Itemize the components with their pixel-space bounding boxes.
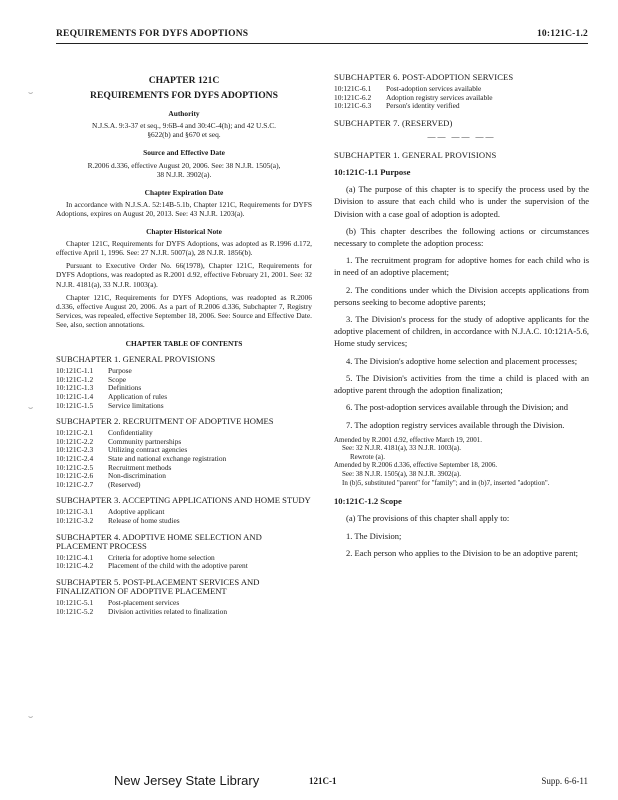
toc-entry-title: Person's identity verified	[386, 101, 460, 111]
toc-entry-number: 10:121C-6.2	[334, 92, 372, 102]
toc-entry-title: Application of rules	[108, 391, 168, 401]
toc-entry-number: 10:121C-2.4	[56, 454, 94, 463]
section-1-1-title: 10:121C-1.1 Purpose	[334, 167, 411, 178]
list-item: 3. The Division's process for the study of adoptive applicants for the adoptive placement of children, in accordance with N.J.A.C. 10:121A-5.6, Home study services;	[334, 314, 589, 349]
toc-entry-title: Post-adoption services available	[386, 84, 482, 94]
toc-entry-number: 10:121C-3.2	[56, 516, 94, 526]
toc-entry-title: Adoptive applicant	[108, 507, 165, 517]
toc-entry-title: Definitions	[108, 383, 142, 393]
toc-subchapter-heading: SUBCHAPTER 5. POST-PLACEMENT SERVICES AND FINALIZATION OF ADOPTIVE PLACEMENT	[56, 577, 260, 597]
toc-entry-number: 10:121C-2.1	[56, 428, 94, 438]
toc-entry-number: 10:121C-2.3	[56, 445, 94, 455]
toc-entry-number: 10:121C-5.2	[56, 606, 94, 616]
margin-mark: ⌣	[28, 712, 34, 721]
running-header	[56, 29, 588, 39]
subchapter-7-heading: SUBCHAPTER 7. (RESERVED)	[334, 117, 453, 128]
toc-entry-title: Adoption registry services available	[386, 92, 493, 102]
margin-mark: ⌣	[28, 88, 34, 97]
toc-entry-number: 10:121C-2.2	[56, 436, 94, 446]
divider: —— —— ——	[427, 131, 496, 141]
toc-entry-number: 10:121C-5.1	[56, 598, 94, 608]
toc-entry-title: Utilizing contract agencies	[108, 445, 188, 455]
library-watermark: New Jersey State Library	[114, 773, 260, 788]
history-heading: Chapter Historical Note	[146, 227, 222, 237]
toc-entry	[56, 562, 312, 571]
toc-entry	[334, 94, 589, 103]
amendment-note: See: 38 N.J.R. 1505(a), 38 N.J.R. 3902(a).	[342, 470, 461, 479]
toc-entry-number: 10:121C-1.2	[56, 374, 94, 384]
toc-entry-number: 10:121C-6.1	[334, 84, 372, 94]
toc-entry-title: Criteria for adoptive home selection	[108, 552, 215, 562]
subchapter-6-list	[334, 85, 589, 111]
toc-entry-title: Confidentiality	[108, 428, 153, 438]
toc-entry-title: Release of home studies	[108, 516, 180, 526]
toc-entry	[56, 508, 312, 517]
expiration-heading: Chapter Expiration Date	[144, 187, 224, 197]
toc-entry-title: Placement of the child with the adoptive parent	[108, 561, 248, 571]
authority-heading: Authority	[168, 109, 200, 119]
toc-entry	[56, 455, 312, 464]
toc-entry-number: 10:121C-2.6	[56, 471, 94, 481]
toc-entry	[56, 608, 312, 617]
toc-entry	[56, 464, 312, 473]
toc-entry-number: 10:121C-1.4	[56, 391, 94, 401]
section-1-2-list	[334, 530, 589, 559]
toc-entry-number: 10:121C-1.5	[56, 400, 94, 410]
toc-entry	[56, 384, 312, 393]
right-column	[334, 73, 589, 564]
subchapter-1-heading: SUBCHAPTER 1. GENERAL PROVISIONS	[334, 150, 497, 161]
expiration-text: In accordance with N.J.S.A. 52:14B-5.1b, Chapter 121C, Requirements for DYFS Adoptions, expires on August 20, 2013. See: 43 N.J.R. 1203(a).	[56, 199, 312, 218]
toc-entry	[56, 517, 312, 526]
toc-entry-title: Service limitations	[108, 400, 164, 410]
section-paragraph: (b) This chapter describes the following actions or circumstances necessary to complete the adoption process:	[334, 225, 589, 249]
toc-entry-number: 10:121C-4.1	[56, 552, 94, 562]
chapter-title: REQUIREMENTS FOR DYFS ADOPTIONS	[90, 90, 278, 102]
list-item: 2. The conditions under which the Division accepts applications from persons seeking to become adoptive parents;	[334, 284, 589, 307]
toc-heading: CHAPTER TABLE OF CONTENTS	[125, 338, 243, 348]
amendment-note: See: 32 N.J.R. 4181(a), 33 N.J.R. 1003(a).	[342, 444, 461, 453]
toc-entry-title: Non-discrimination	[108, 471, 166, 481]
toc-entry-title: Post-placement services	[108, 598, 180, 608]
list-item: 7. The adoption registry services available through the Division.	[346, 419, 565, 430]
amendment-note: In (b)5, substituted "parent" for "family"; and in (b)7, inserted "adoption".	[342, 478, 550, 487]
toc-entry-number: 10:121C-1.3	[56, 383, 94, 393]
toc-entry-title: (Reserved)	[108, 479, 141, 489]
toc-entry-number: 10:121C-6.3	[334, 101, 372, 111]
toc-entry-number: 10:121C-2.7	[56, 479, 94, 489]
toc-entry	[56, 367, 312, 376]
toc-entry	[334, 102, 589, 111]
margin-mark: ⌣	[28, 403, 34, 412]
table-of-contents	[56, 355, 312, 616]
toc-subchapter-heading: SUBCHAPTER 1. GENERAL PROVISIONS	[56, 354, 216, 365]
toc-entry-title: Division activities related to finalization	[108, 606, 228, 616]
history-paragraph: Chapter 121C, Requirements for DYFS Adoptions, was readopted as R.2006 d.336, effective August 20, 2006. As a part of R.2006 d.336, Subchapter 7, Registry Services, was repealed, effective September 18, 2006. See: Source and Effective Date. See, also, section annotations.	[56, 292, 312, 329]
source-text: R.2006 d.336, effective August 20, 2006. See: 38 N.J.R. 1505(a), 38 N.J.R. 3902(a).	[87, 160, 281, 179]
amendment-note: Amended by R.2006 d.336, effective September 18, 2006.	[334, 461, 498, 470]
amendment-note: Rewrote (a).	[350, 452, 385, 461]
authority-text: N.J.S.A. 9:3-37 et seq., 9:6B-4 and 30:4C-4(h); and 42 U.S.C. §622(b) and §670 et seq.	[92, 121, 276, 140]
list-item: 1. The Division;	[346, 530, 402, 541]
toc-entry	[56, 472, 312, 481]
toc-subchapter-heading: SUBCHAPTER 3. ACCEPTING APPLICATIONS AND HOME STUDY	[56, 495, 311, 506]
section-paragraph: (a) The purpose of this chapter is to specify the process used by the Division to assure that each child who is under the supervision of the Division with a case goal of adoption is adopted.	[334, 184, 589, 219]
toc-entry-number: 10:121C-3.1	[56, 507, 94, 517]
toc-entry-title: Scope	[108, 374, 127, 384]
toc-entry-number: 10:121C-1.1	[56, 366, 94, 376]
history-paragraph: Pursuant to Executive Order No. 66(1978), Chapter 121C, Requirements for DYFS Adoptions, was readopted as R.2001 d.92, effective February 21, 2001. See: 32 N.J.R. 4181(a), 33 N.J.R. 1003(a).	[56, 261, 312, 289]
toc-entry	[56, 376, 312, 385]
toc-entry	[56, 393, 312, 402]
amendment-note: Amended by R.2001 d.92, effective March 19, 2001.	[334, 435, 483, 444]
source-heading: Source and Effective Date	[143, 148, 225, 158]
toc-entry-title: State and national exchange registration	[108, 454, 227, 463]
section-1-2-title: 10:121C-1.2 Scope	[334, 496, 402, 507]
toc-entry-title: Community partnerships	[108, 436, 182, 446]
toc-entry-number: 10:121C-4.2	[56, 561, 94, 571]
left-column	[56, 72, 312, 616]
toc-subchapter-heading: SUBCHAPTER 4. ADOPTIVE HOME SELECTION AND PLACEMENT PROCESS	[56, 531, 262, 551]
history-paragraph: Chapter 121C, Requirements for DYFS Adoptions, was adopted as R.1996 d.172, effective April 1, 1996. See: 27 N.J.R. 5007(a), 28 N.J.R. 1856(b).	[56, 239, 312, 258]
list-item: 2. Each person who applies to the Division to be an adoptive parent;	[346, 547, 579, 558]
supplement-date: Supp. 6-6-11	[541, 776, 588, 786]
list-item: 1. The recruitment program for adoptive homes for each child who is in need of an adoptive placement;	[334, 255, 589, 278]
toc-entry	[56, 481, 312, 490]
list-item: 5. The Division's activities from the time a child is placed with an adoptive parent through the adoption finalization;	[334, 372, 589, 396]
header-rule	[56, 43, 588, 44]
section-paragraph: (a) The provisions of this chapter shall apply to:	[346, 513, 510, 524]
toc-entry-number: 10:121C-2.5	[56, 462, 94, 472]
section-1-1-list	[334, 254, 589, 430]
list-item: 6. The post-adoption services available through the Division; and	[346, 402, 568, 413]
toc-entry-title: Purpose	[108, 366, 132, 376]
toc-entry	[56, 429, 312, 438]
header-title: REQUIREMENTS FOR DYFS ADOPTIONS	[56, 29, 249, 39]
toc-entry	[56, 402, 312, 411]
toc-subchapter-heading: SUBCHAPTER 2. RECRUITMENT OF ADOPTIVE HOMES	[56, 416, 274, 427]
toc-entry-title: Recruitment methods	[108, 462, 172, 472]
chapter-number: CHAPTER 121C	[148, 75, 220, 86]
list-item: 4. The Division's adoptive home selection and placement processes;	[346, 355, 578, 366]
header-section: 10:121C-1.2	[536, 29, 588, 39]
page-number: 121C-1	[309, 776, 337, 786]
subchapter-6-heading: SUBCHAPTER 6. POST-ADOPTION SERVICES	[334, 72, 514, 82]
